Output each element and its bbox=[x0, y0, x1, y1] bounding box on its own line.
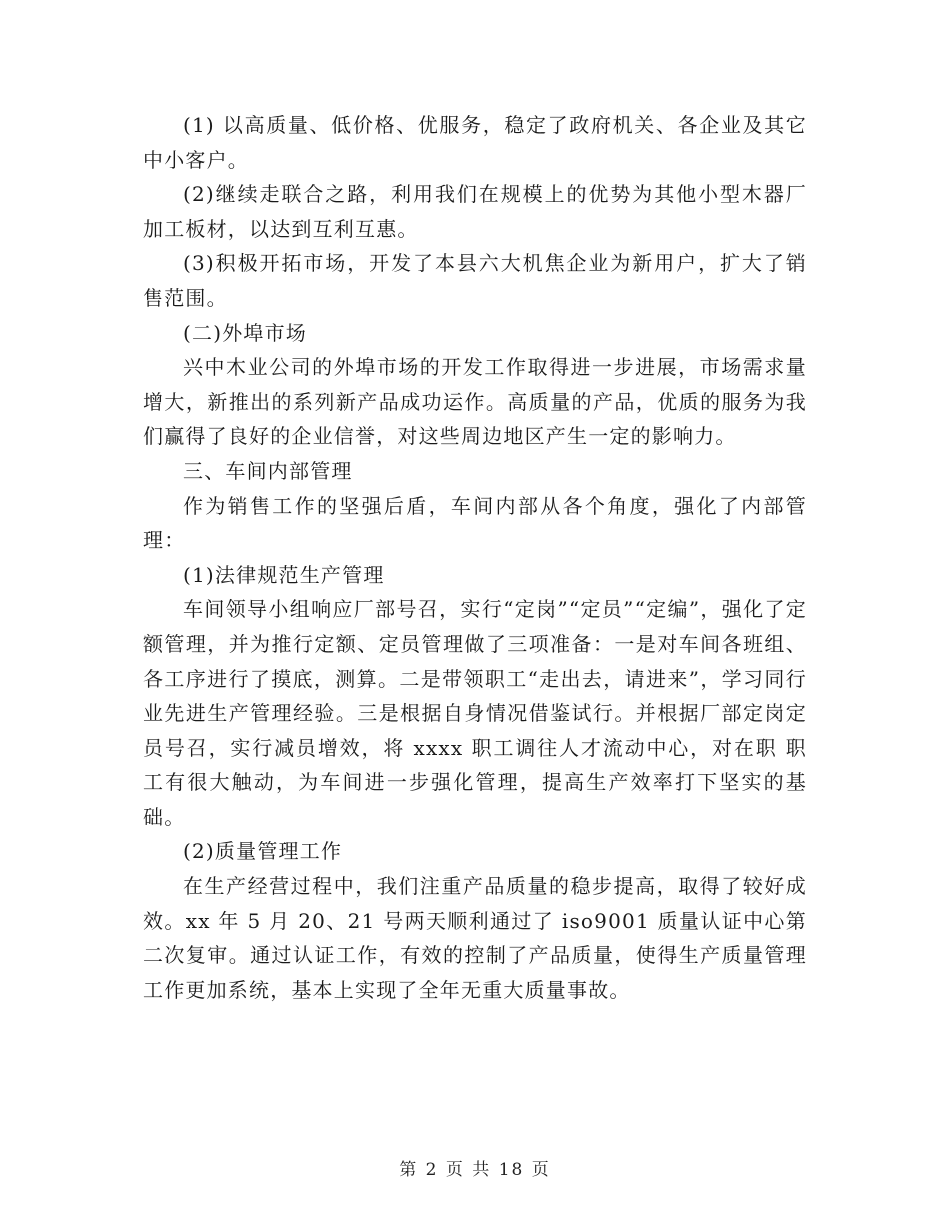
paragraph-quality-management: 在生产经营过程中，我们注重产品质量的稳步提高，取得了较好成效。xx 年 5 月 20、21 号两天顺利通过了 iso9001 质量认证中心第二次复审。通过认证工作，有效的控制了产品质量，使得生产质量管理工作更加系统，基本上实现了全年无重大质量事故。 bbox=[143, 874, 807, 1002]
paragraph-item-2: (2)继续走联合之路，利用我们在规模上的优势为其他小型木器厂加工板材，以达到互利互惠。 bbox=[143, 182, 807, 241]
document-body bbox=[143, 108, 807, 1007]
subheading-production-management: (1)法律规范生产管理 bbox=[183, 562, 385, 587]
section-heading-external-market: (二)外埠市场 bbox=[183, 320, 308, 345]
paragraph-workshop-intro: 作为销售工作的坚强后盾，车间内部从各个角度，强化了内部管理： bbox=[143, 493, 807, 553]
paragraph-external-market: 兴中木业公司的外埠市场的开发工作取得进一步进展，市场需求量增大，新推出的系列新产品成功运作。高质量的产品，优质的服务为我们赢得了良好的企业信誉，对这些周边地区产生一定的影响力。 bbox=[143, 355, 807, 449]
subheading-quality-management: (2)质量管理工作 bbox=[183, 839, 343, 864]
paragraph-item-3: (3)积极开拓市场，开发了本县六大机焦企业为新用户，扩大了销售范围。 bbox=[143, 251, 807, 310]
page-number-footer: 第 2 页 共 18 页 bbox=[399, 1160, 551, 1180]
paragraph-production-management: 车间领导小组响应厂部号召，实行“定岗”“定员”“定编”，强化了定额管理，并为推行定额、定员管理做了三项准备：一是对车间各班组、各工序进行了摸底，测算。二是带领职工“走出去，请进来”，学习同行业先进生产管理经验。三是根据自身情况借鉴试行。并根据厂部定岗定员号召，实行减员增效，将 xxxx 职工调往人才流动中心，对在职 职工有很大触动，为车间进一步强化管理，提高生产效率打下坚实的基础。 bbox=[143, 597, 807, 829]
section-heading-workshop-management: 三、车间内部管理 bbox=[183, 458, 353, 483]
paragraph-item-1: (1) 以高质量、低价格、优服务，稳定了政府机关、各企业及其它中小客户。 bbox=[143, 113, 807, 172]
